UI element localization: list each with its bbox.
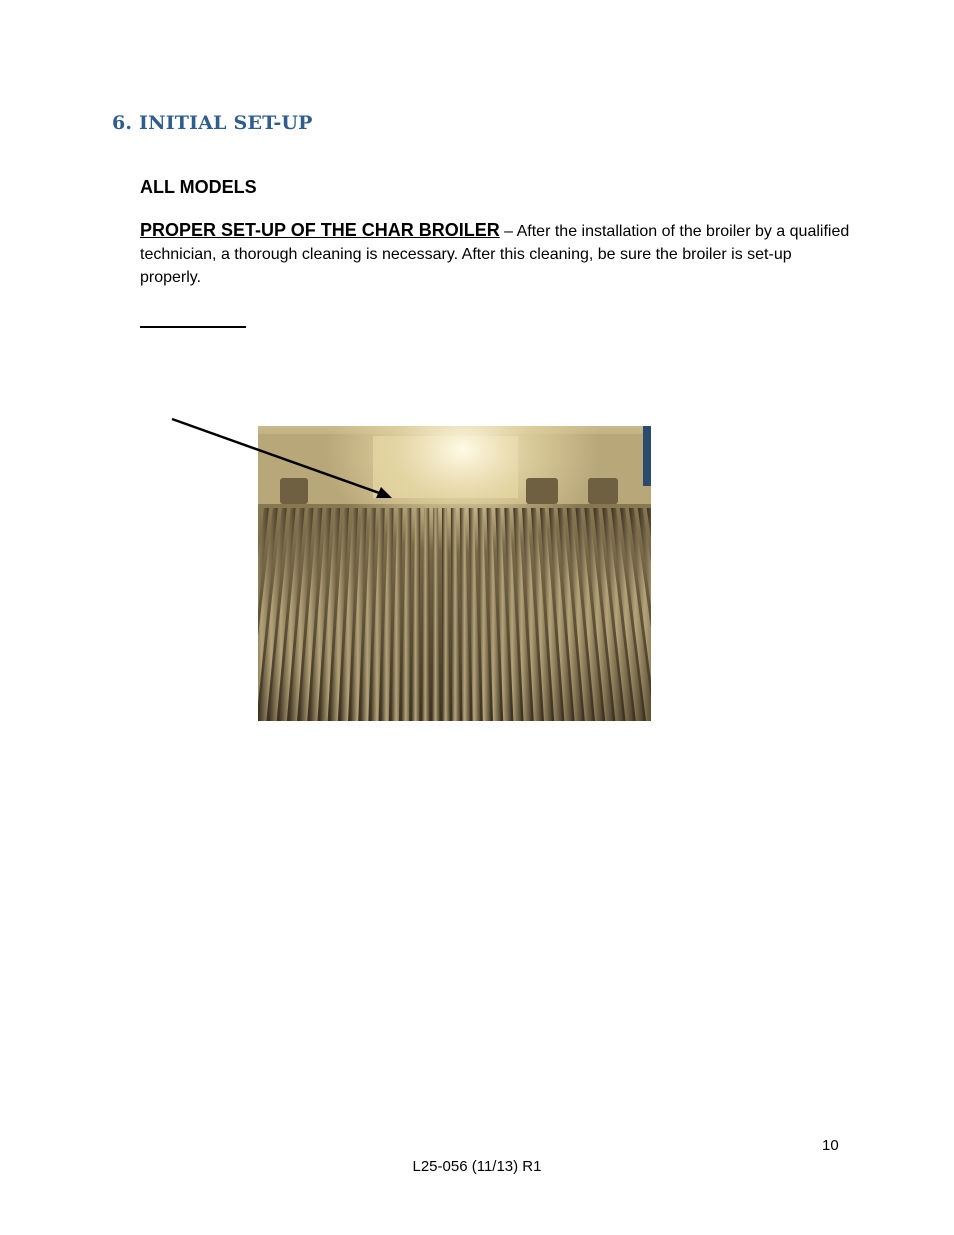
document-code: L25-056 (11/13) R1 — [412, 1158, 542, 1175]
page-number: 10 — [822, 1137, 839, 1154]
broiler-grates-image — [258, 426, 651, 721]
char-broiler-photo — [258, 426, 651, 721]
underline-rule — [140, 326, 246, 328]
section-subheading: ALL MODELS — [140, 177, 257, 197]
paragraph-lead: PROPER SET-UP OF THE CHAR BROILER — [140, 220, 500, 240]
paragraph-body: After the installation of the broiler by a qualified technician, a thorough cleaning is necessary. After this cleaning, be sure the broiler is set-up properly. — [140, 223, 850, 286]
setup-paragraph — [140, 219, 852, 289]
section-heading: 6. INITIAL SET-UP — [112, 112, 313, 134]
paragraph-dash: – — [499, 223, 517, 240]
